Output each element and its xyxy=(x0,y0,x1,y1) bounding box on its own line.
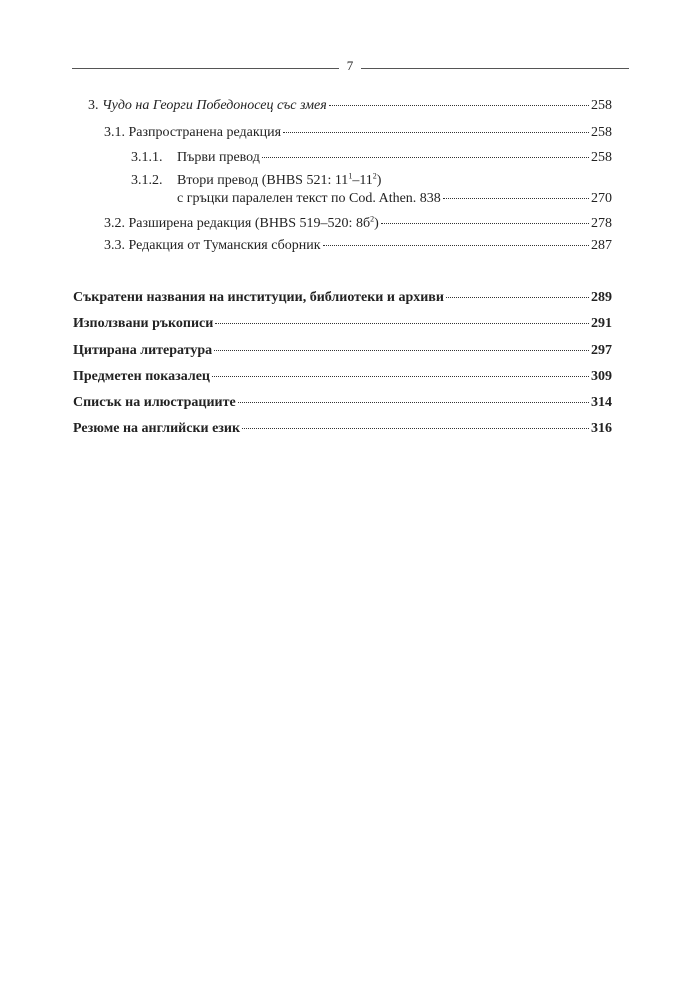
toc-entry-summary[interactable] xyxy=(73,420,612,438)
dot-leader xyxy=(443,198,589,199)
toc-entry-3-1-2[interactable]: 3.1.2. Втори превод (BHBS 521: $11^1-11^2$) с гръцки паралелен текст по Cod. Athen. 838 270 xyxy=(131,171,612,206)
entry-page: 314 xyxy=(591,395,612,410)
entry-page: 258 xyxy=(591,125,612,140)
toc-entry-3-1[interactable] xyxy=(104,124,612,142)
entry-number: 3.1.2. xyxy=(131,173,163,188)
entry-page: 287 xyxy=(591,238,612,253)
dot-leader xyxy=(212,376,589,377)
dot-leader xyxy=(329,105,589,106)
dot-leader xyxy=(446,297,589,298)
toc-entry-abbreviations[interactable] xyxy=(73,289,612,307)
entry-title: Разширена редакция (BHBS 519–520: 8б xyxy=(128,216,371,231)
dot-leader xyxy=(323,245,589,246)
entry-title: Втори превод (BHBS 521: 11 xyxy=(177,173,349,188)
dot-leader xyxy=(215,323,589,324)
page-number: 7 xyxy=(0,58,700,74)
entry-number: 3.3. xyxy=(104,238,125,253)
entry-title: Разпространена редакция xyxy=(128,125,282,140)
entry-page: 316 xyxy=(591,421,612,436)
toc-entry-3[interactable] xyxy=(88,97,612,115)
entry-number: 3.1. xyxy=(104,125,125,140)
toc-entry-3-2[interactable]: 3.2. Разширена редакция (BHBS 519–520: $8б^2$) 278 xyxy=(104,214,612,231)
toc-entry-illustrations[interactable] xyxy=(73,394,612,412)
entry-title: Предметен показалец xyxy=(73,369,210,384)
toc-entry-literature[interactable] xyxy=(73,342,612,360)
entry-number: 3.1.1. xyxy=(131,150,163,165)
entry-page: 291 xyxy=(591,316,612,331)
toc-entry-manuscripts[interactable] xyxy=(73,315,612,333)
toc-entry-3-1-1[interactable] xyxy=(131,149,612,167)
entry-title-continued: с гръцки паралелен текст по Cod. Athen. 838 xyxy=(177,191,441,206)
dot-leader xyxy=(214,350,589,351)
dot-leader xyxy=(242,428,589,429)
toc-entry-3-3[interactable] xyxy=(104,237,612,255)
entry-number: 3.2. xyxy=(104,216,125,231)
entry-page: 258 xyxy=(591,150,612,165)
entry-title: Използвани ръкописи xyxy=(73,316,214,331)
toc-entry-subject-index[interactable] xyxy=(73,368,612,386)
entry-number: 3. xyxy=(88,98,99,113)
entry-title: Цитирана литература xyxy=(73,343,213,358)
entry-page: 309 xyxy=(591,369,612,384)
dot-leader xyxy=(238,402,589,403)
dot-leader xyxy=(262,157,589,158)
entry-page: 297 xyxy=(591,343,612,358)
entry-page: 289 xyxy=(591,290,612,305)
entry-title: Редакция от Туманския сборник xyxy=(128,238,321,253)
entry-title: Списък на илюстрациите xyxy=(73,395,236,410)
entry-title: Първи превод xyxy=(177,150,260,165)
entry-page: 278 xyxy=(591,216,612,231)
entry-title: Резюме на английски език xyxy=(73,421,241,436)
entry-title: Съкратени названия на институции, библиотеки и архиви xyxy=(73,290,444,305)
entry-title: Чудо на Георги Победоносец със змея xyxy=(102,98,327,113)
entry-page: 270 xyxy=(591,191,612,206)
dot-leader xyxy=(283,132,589,133)
dot-leader xyxy=(381,223,589,224)
entry-page: 258 xyxy=(591,98,612,113)
